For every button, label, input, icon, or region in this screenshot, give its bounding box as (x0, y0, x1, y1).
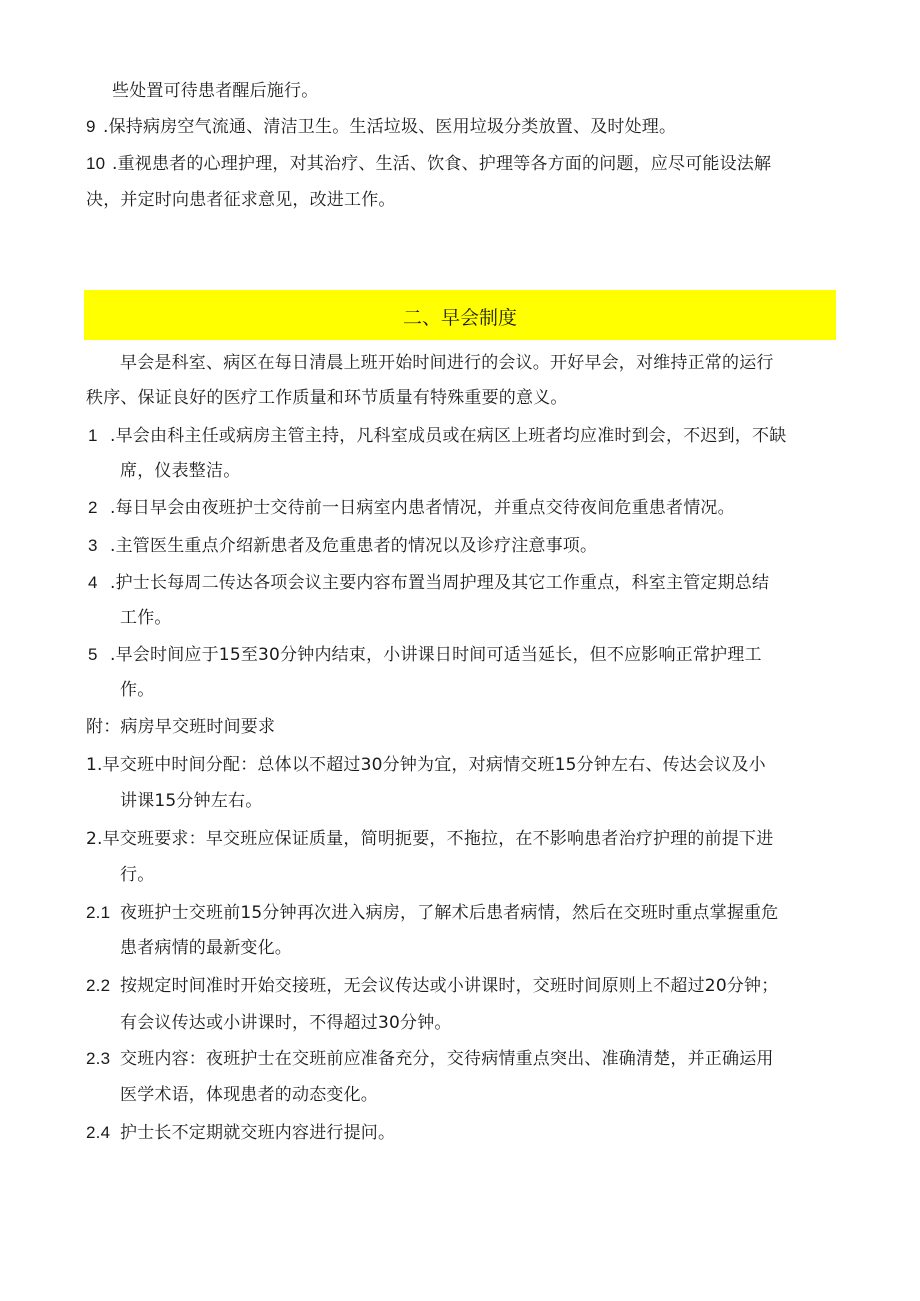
item-number: 3 (88, 536, 98, 555)
item-number: 2.3 (86, 1049, 111, 1068)
item-text: 2.早交班要求：早交班应保证质量，简明扼要，不拖拉，在不影响患者治疗护理的前提下进 (86, 829, 774, 849)
item-text-continued: 决，并定时向患者征求意见，改进工作。 (86, 190, 396, 210)
item-text: .早会时间应于15至30分钟内结束，小讲课日时间可适当延长，但不应影响正常护理工 (110, 645, 762, 665)
text-line: 些处置可待患者醒后施行。 (112, 81, 319, 101)
item-number: 1 (88, 426, 98, 445)
item-text: 夜班护士交班前15分钟再次进入病房，了解术后患者病情，然后在交班时重点掌握重危 (120, 903, 779, 923)
item-text: .主管医生重点介绍新患者及危重患者的情况以及诊疗注意事项。 (110, 536, 598, 556)
item-text: 护士长不定期就交班内容进行提问。 (120, 1123, 396, 1143)
item-text-continued: 作。 (120, 680, 155, 700)
item-text: 按规定时间准时开始交接班，无会议传达或小讲课时，交班时间原则上不超过20分钟； (120, 976, 779, 996)
appendix-title: 附：病房早交班时间要求 (86, 717, 276, 737)
section-title: 二、早会制度 (402, 307, 517, 329)
item-number: 2.1 (86, 903, 111, 922)
item-text: .每日早会由夜班护士交待前一日病室内患者情况，并重点交待夜间危重患者情况。 (110, 498, 735, 518)
item-number: 10 (86, 154, 106, 173)
item-number: 2 (88, 498, 98, 517)
item-number: 2.4 (86, 1123, 111, 1142)
item-text: .保持病房空气流通、清洁卫生。生活垃圾、医用垃圾分类放置、及时处理。 (103, 117, 677, 137)
item-text: 交班内容：夜班护士在交班前应准备充分，交待病情重点突出、准确清楚，并正确运用 (120, 1049, 774, 1069)
item-text-continued: 有会议传达或小讲课时，不得超过30分钟。 (120, 1013, 452, 1033)
item-text: .重视患者的心理护理，对其治疗、生活、饮食、护理等各方面的问题，应尽可能设法解 (112, 154, 772, 174)
paragraph-line: 秩序、保证良好的医疗工作质量和环节质量有特殊重要的意义。 (86, 388, 568, 408)
section-banner (84, 290, 836, 340)
item-number: 2.2 (86, 976, 111, 995)
item-number: 5 (88, 645, 98, 664)
item-text: .护士长每周二传达各项会议主要内容布置当周护理及其它工作重点，科室主管定期总结 (110, 573, 770, 593)
item-text: 1.早交班中时间分配：总体以不超过30分钟为宜，对病情交班15分钟左右、传达会议及小 (86, 755, 766, 775)
item-number: 4 (88, 573, 98, 592)
item-text-continued: 患者病情的最新变化。 (120, 938, 292, 958)
item-text-continued: 讲课15分钟左右。 (120, 791, 263, 811)
item-text-continued: 医学术语，体现患者的动态变化。 (120, 1085, 378, 1105)
item-text-continued: 席，仪表整洁。 (120, 461, 241, 481)
item-text-continued: 行。 (120, 865, 155, 885)
item-text-continued: 工作。 (120, 608, 172, 628)
item-number: 9 (86, 117, 96, 136)
paragraph-line: 早会是科室、病区在每日清晨上班开始时间进行的会议。开好早会，对维持正常的运行 (120, 353, 774, 373)
item-text: .早会由科主任或病房主管主持，凡科室成员或在病区上班者均应准时到会，不迟到，不缺 (110, 426, 787, 446)
